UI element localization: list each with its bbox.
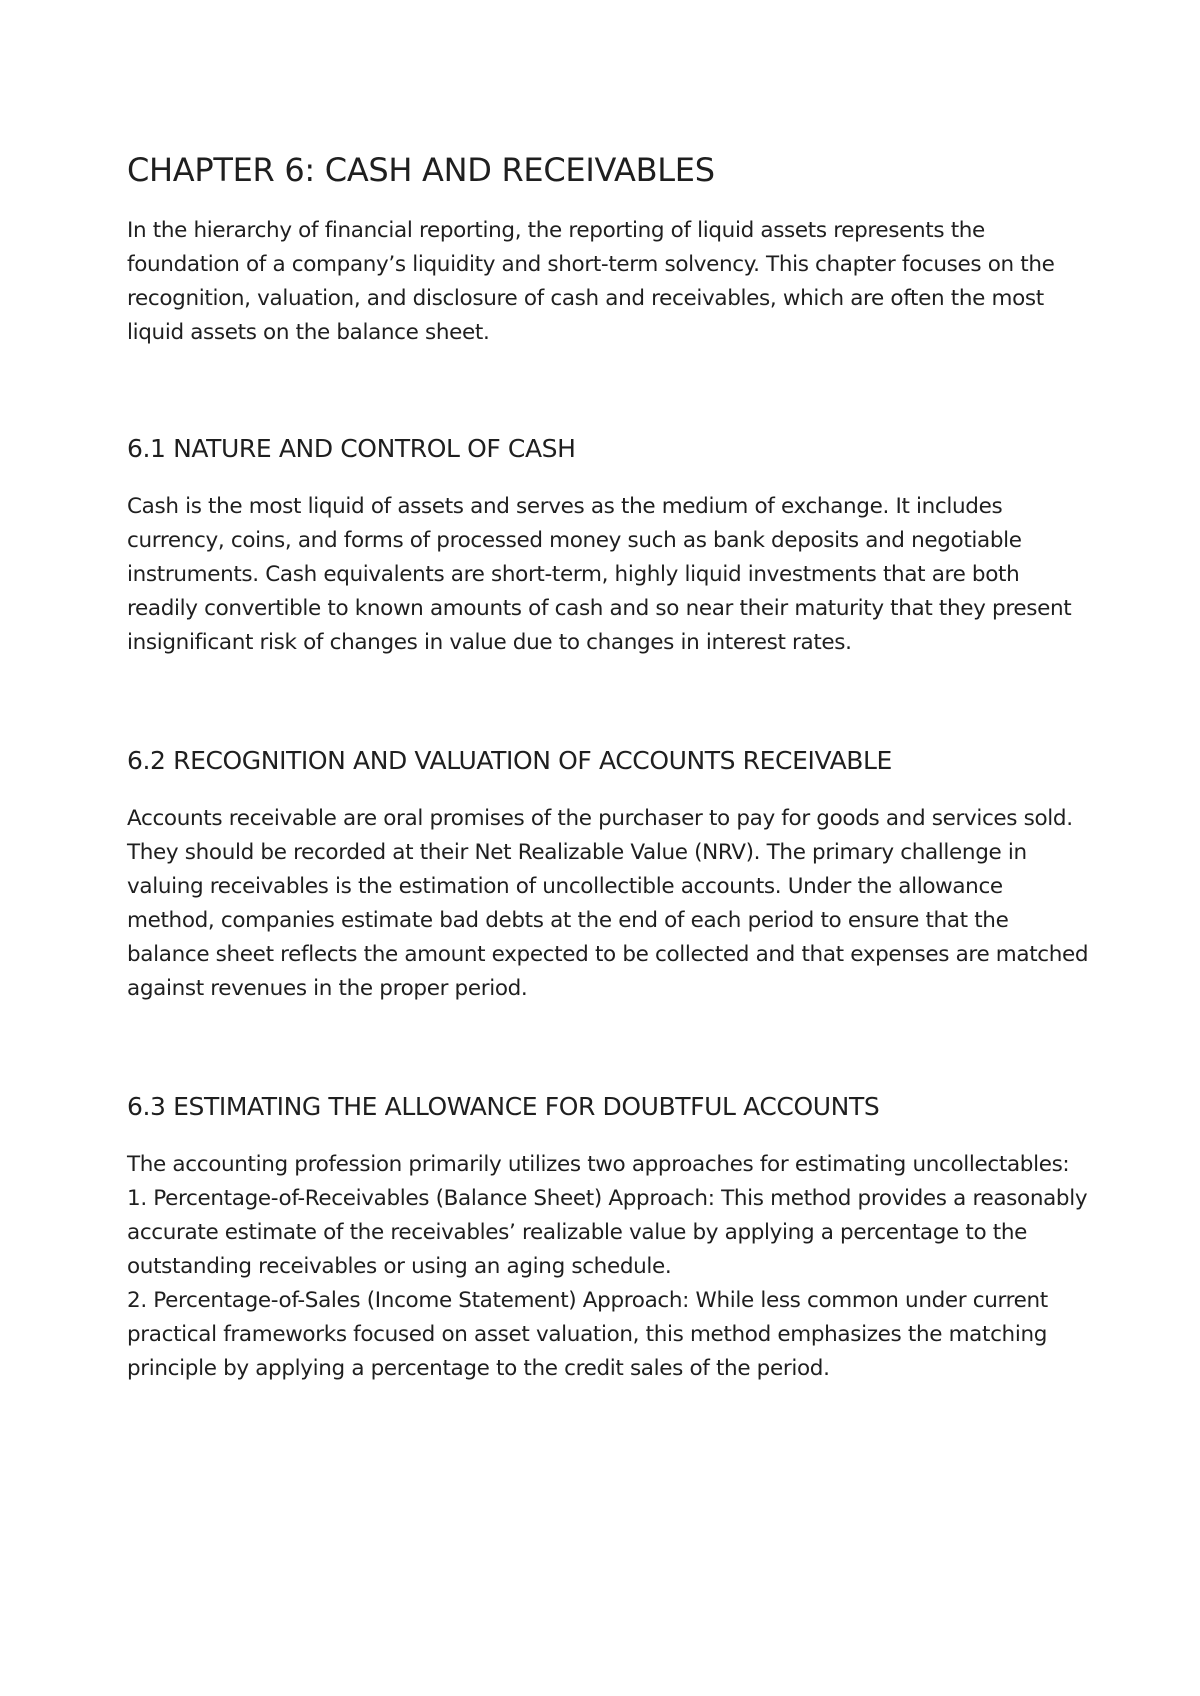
section-heading-6-1: 6.1 NATURE AND CONTROL OF CASH: [127, 434, 576, 463]
document-page: [127, 146, 1093, 1386]
list-item: 2. Percentage-of-Sales (Income Statement) Approach: While less common under current practical frameworks focused on asset valuation, this method emphasizes the matching principle by applying a percentage to the credit sales of the period.: [127, 1288, 1048, 1381]
section-6-3-intro: The accounting profession primarily utilizes two approaches for estimating uncollectables:: [127, 1152, 1070, 1177]
section-heading-6-3: 6.3 ESTIMATING THE ALLOWANCE FOR DOUBTFUL ACCOUNTS: [127, 1092, 880, 1121]
section-body-6-2: Accounts receivable are oral promises of the purchaser to pay for goods and services sold. They should be recorded at their Net Realizable Value (NRV). The primary challenge in valuing receivables is the estimation of uncollectible accounts. Under the allowance method, companies estimate bad debts at the end of each period to ensure that the balance sheet reflects the amount expected to be collected and that expenses are matched against revenues in the proper period.: [127, 806, 1089, 1001]
section-body-6-1: Cash is the most liquid of assets and serves as the medium of exchange. It includes currency, coins, and forms of processed money such as bank deposits and negotiable instruments. Cash equivalents are short-term, highly liquid investments that are both readily convertible to known amounts of cash and so near their maturity that they present insignificant risk of changes in value due to changes in interest rates.: [127, 494, 1072, 655]
chapter-title: CHAPTER 6: CASH AND RECEIVABLES: [127, 151, 715, 189]
list-item: 1. Percentage-of-Receivables (Balance Sheet) Approach: This method provides a reasonably accurate estimate of the receivables’ realizable value by applying a percentage to the outstanding receivables or using an aging schedule.: [127, 1186, 1088, 1279]
intro-paragraph: In the hierarchy of financial reporting, the reporting of liquid assets represents the foundation of a company’s liquidity and short-term solvency. This chapter focuses on the recognition, valuation, and disclosure of cash and receivables, which are often the most liquid assets on the balance sheet.: [127, 218, 1055, 345]
section-body-6-3: [127, 1148, 1093, 1386]
section-heading-6-2: 6.2 RECOGNITION AND VALUATION OF ACCOUNTS RECEIVABLE: [127, 746, 892, 775]
